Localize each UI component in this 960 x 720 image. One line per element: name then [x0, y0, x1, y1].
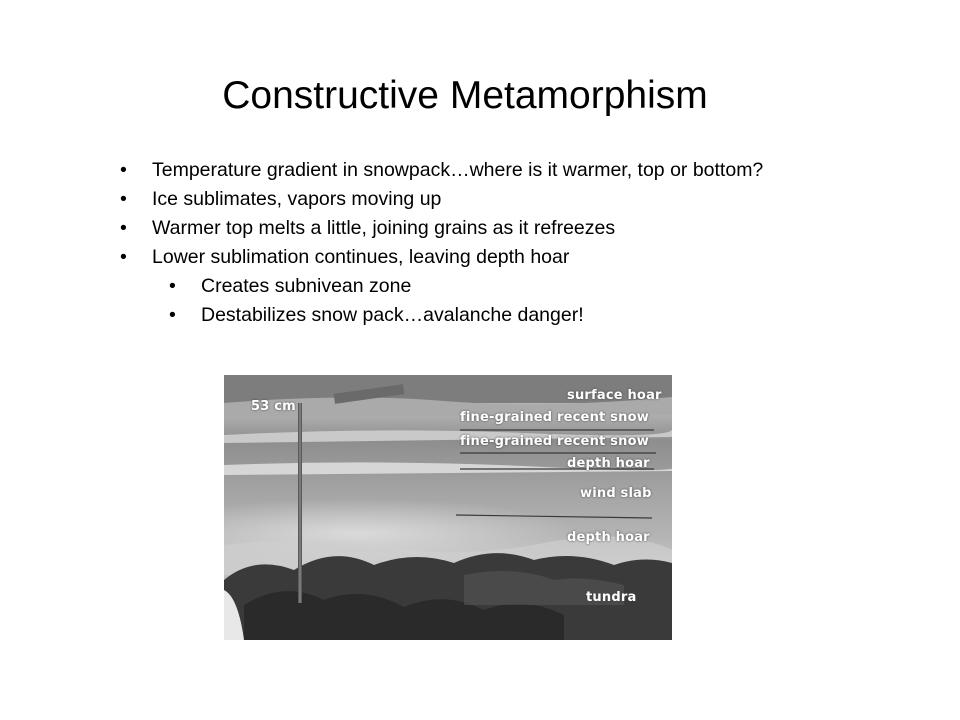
layer-label-fine-grained-2: fine-grained recent snow: [460, 434, 649, 449]
snowpack-photo: [224, 375, 672, 640]
layer-label-fine-grained-1: fine-grained recent snow: [460, 410, 649, 425]
sub-bullet-item: • Destabilizes snow pack…avalanche danger!: [120, 301, 800, 330]
bullet-item: • Ice sublimates, vapors moving up: [120, 185, 800, 214]
depth-marker-label: 53 cm: [251, 399, 296, 414]
bullet-item: • Warmer top melts a little, joining grains as it refreezes: [120, 214, 800, 243]
layer-label-tundra: tundra: [586, 590, 637, 605]
bullet-list: [120, 157, 800, 330]
sub-bullet-item: • Creates subnivean zone: [120, 272, 800, 301]
bullet-item: • Lower sublimation continues, leaving depth hoar: [120, 243, 800, 272]
bullet-item: • Temperature gradient in snowpack…where is it warmer, top or bottom?: [120, 157, 800, 185]
slide-title: Constructive Metamorphism: [222, 74, 708, 117]
layer-label-wind-slab: wind slab: [580, 486, 652, 501]
layer-label-depth-hoar-1: depth hoar: [567, 456, 650, 471]
layer-label-depth-hoar-2: depth hoar: [567, 530, 650, 545]
layer-label-surface-hoar: surface hoar: [567, 388, 662, 403]
